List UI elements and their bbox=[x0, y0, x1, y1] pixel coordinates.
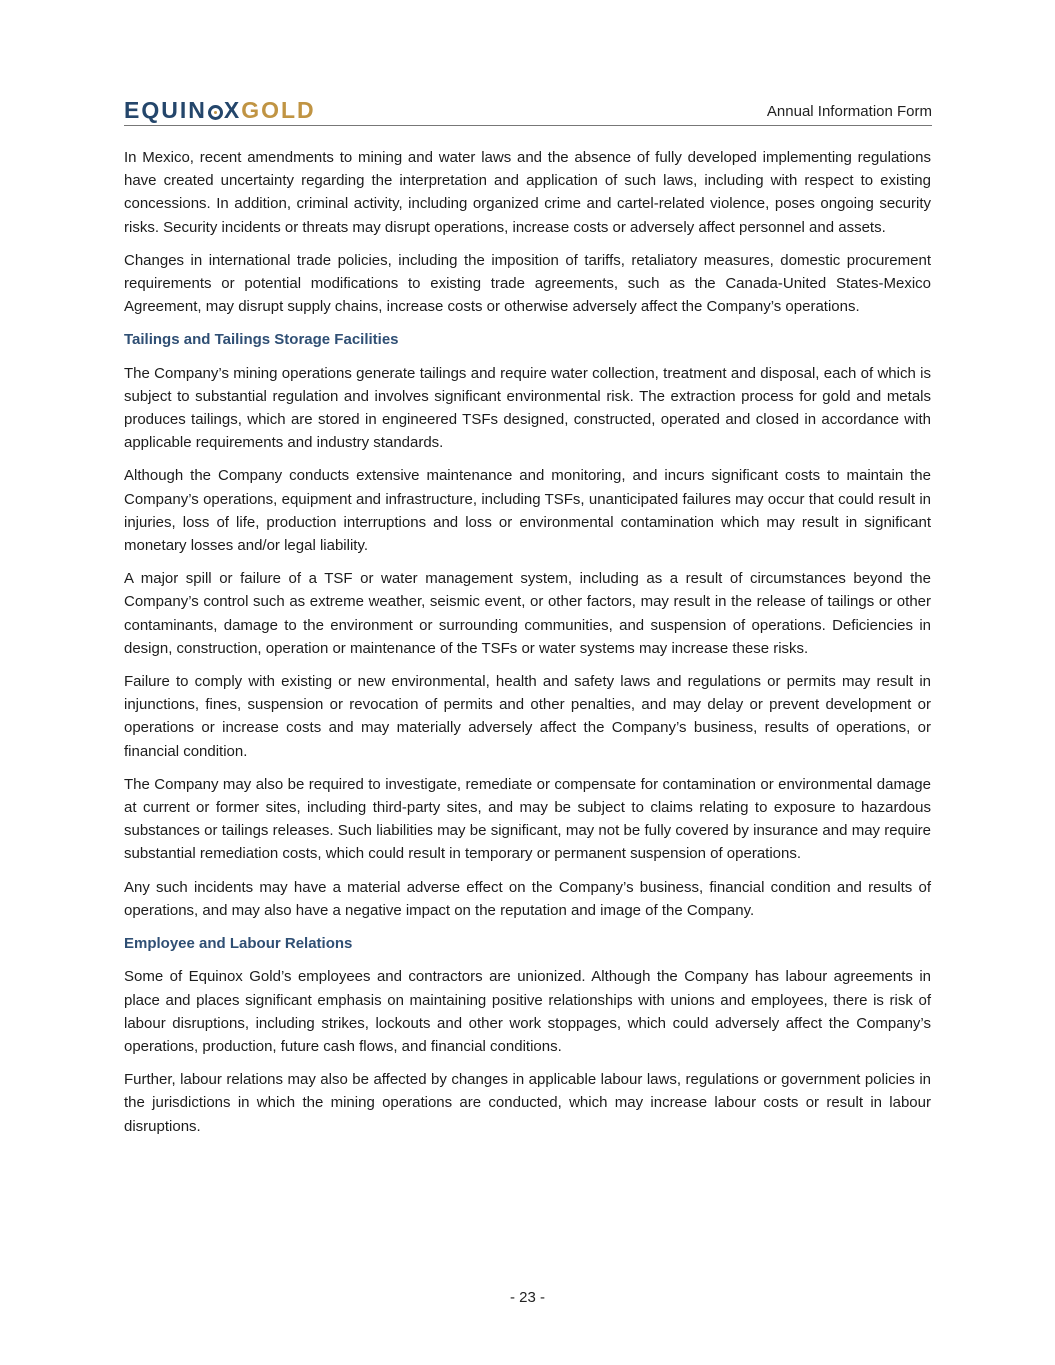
logo-o-icon bbox=[208, 105, 223, 120]
paragraph-material-effect: Any such incidents may have a material adverse effect on the Company’s business, financial condition and results of operations, and may also have a negative impact on the reputation and image of the Company. bbox=[124, 878, 931, 919]
equinox-gold-logo bbox=[124, 97, 316, 123]
paragraph-maintenance-failures: Although the Company conducts extensive maintenance and monitoring, and incurs significant costs to maintain the Company’s operations, equipment and infrastructure, including TSFs, unanticipated failures may occur that could result in injuries, loss of life, production interruptions and loss or environmental contamination which may result in significant monetary losses and/or legal liability. bbox=[124, 467, 931, 555]
logo-text-x: X bbox=[223, 97, 242, 123]
paragraph-labour-laws: Further, labour relations may also be affected by changes in applicable labour laws, regulations or government policies in the jurisdictions in which the mining operations are conducted, which may increase labour costs or result in labour disruptions. bbox=[124, 1071, 931, 1135]
page-number: - 23 - bbox=[509, 1289, 545, 1306]
logo-text-gold: GOLD bbox=[241, 97, 316, 123]
header-divider bbox=[124, 125, 932, 126]
page-header bbox=[124, 97, 932, 123]
paragraph-trade-policies: Changes in international trade policies, including the imposition of tariffs, retaliatory measures, domestic procurement requirements or potential modifications to existing trade agreements, such as the Canada-United States-Mexico Agreement, may disrupt supply chains, increase costs or otherwise adversely affect the Company’s operations. bbox=[124, 251, 931, 316]
paragraph-unions: Some of Equinox Gold’s employees and contractors are unionized. Although the Company has labour agreements in place and places significant emphasis on maintaining positive relationships with unions and employees, there is risk of labour disruptions, including strikes, lockouts and other work stoppages, which could adversely affect the Company’s operations, production, future cash flows, and financial conditions. bbox=[124, 968, 931, 1055]
paragraph-tailings-overview: The Company’s mining operations generate tailings and require water collection, treatment and disposal, each of which is subject to substantial regulation and involves significant environmental risk. The extraction process for gold and metals produces tailings, which are stored in engineered TSFs designed, constructed, operated and closed in accordance with applicable requirements and industry standards. bbox=[124, 364, 931, 452]
paragraph-compliance: Failure to comply with existing or new environmental, health and safety laws and regulations or permits may result in injunctions, fines, suspension or revocation of permits and other penalties, and may delay or prevent development or operations or increase costs and may materially adversely affect the Company’s business, results of operations, or financial condition. bbox=[124, 673, 931, 760]
page-body bbox=[124, 146, 931, 1148]
section-heading-labour: Employee and Labour Relations bbox=[124, 935, 353, 953]
logo-text-equin: EQUIN bbox=[124, 97, 207, 123]
paragraph-remediation: The Company may also be required to investigate, remediate or compensate for contamination or environmental damage at current or former sites, including third-party sites, and may be subject to claims relating to exposure to hazardous substances or tailings releases. Such liabilities may be significant, may not be fully covered by insurance and may require substantial remediation costs, which could result in temporary or permanent suspension of operations. bbox=[124, 775, 931, 863]
paragraph-mexico-laws: In Mexico, recent amendments to mining and water laws and the absence of fully developed implementing regulations have created uncertainty regarding the interpretation and application of such laws, including with respect to existing concessions. In addition, criminal activity, including organized crime and cartel-related violence, poses ongoing security risks. Security incidents or threats may disrupt operations, increase costs or adversely affect personnel and assets. bbox=[124, 149, 931, 236]
paragraph-tsf-spill: A major spill or failure of a TSF or water management system, including as a result of circumstances beyond the Company’s control such as extreme weather, seismic event, or other factors, may result in the release of tailings or other contaminants, damage to the environment or surrounding communities, and suspension of operations. Deficiencies in design, construction, operation or maintenance of the TSFs or water systems may increase these risks. bbox=[124, 570, 931, 657]
section-heading-tailings: Tailings and Tailings Storage Facilities bbox=[124, 331, 399, 349]
document-title: Annual Information Form bbox=[766, 103, 932, 120]
